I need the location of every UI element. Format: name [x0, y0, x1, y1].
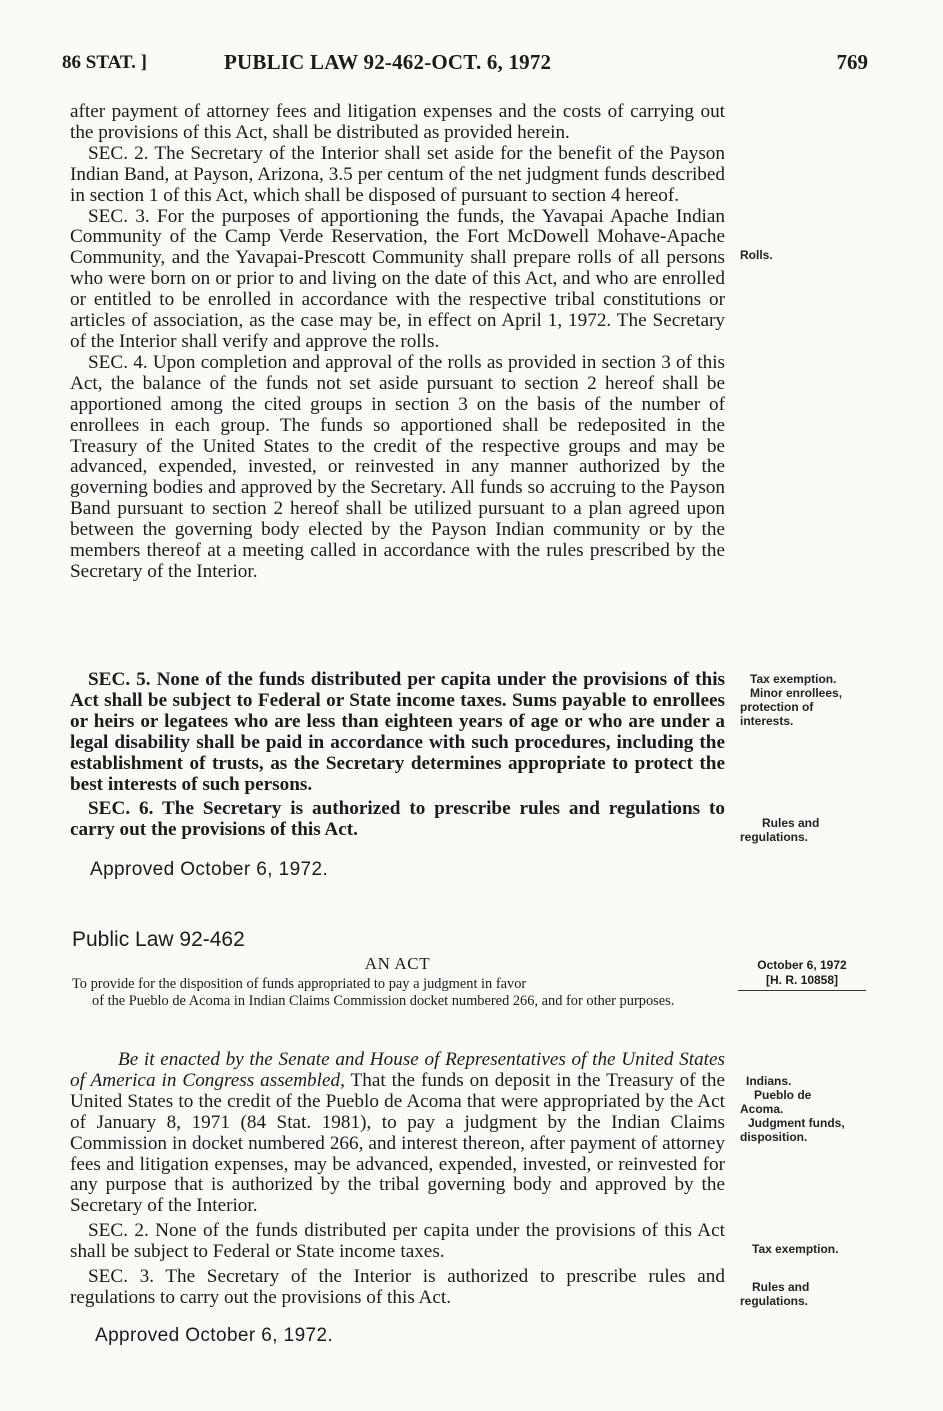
margin-note-rules-2: Rules and regulations.: [740, 1280, 810, 1308]
page-header: [62, 50, 868, 80]
section-5: SEC. 5. None of the funds distributed per capita under the provisions of this Act shall be subject to Federal or State income taxes. Sums payable to enrollees or heirs or legatees who are less than eighteen years of age or who are under a legal disability shall be paid in accordance with such procedures, including the establishment of trusts, as the Secretary determines appropriate to protect the best interests of such persons.: [70, 669, 725, 795]
bill-number: [H. R. 10858]: [765, 973, 839, 987]
an-act-heading: AN ACT: [364, 954, 431, 973]
stat-volume: 86 STAT. ]: [62, 52, 147, 73]
act-purpose: [72, 976, 725, 1010]
law1-continuation: [70, 102, 725, 583]
section-2: SEC. 2. The Secretary of the Interior shall set aside for the benefit of the Payson Indian Band, at Payson, Arizona, 3.5 per centum of the net judgment funds described in section 1 of this Act, which shall be disposed of pursuant to section 4 hereof.: [70, 142, 725, 206]
margin-note-date: [738, 958, 866, 991]
public-law-title: Public Law 92-462: [72, 928, 245, 951]
section-4: SEC. 4. Upon completion and approval of the rolls as provided in section 3 of this Act, the balance of the funds not set aside pursuant to section 2 hereof shall be apportioned among the cited groups in section 3 on the basis of the number of enrollees in each group. The funds so apportioned shall be redeposited in the Treasury of the United States to the credit of the respective groups and may be advanced, expended, invested, or reinvested in any manner authorized by the governing bodies and approved by the Secretary. All funds so accruing to the Payson Band pursuant to section 2 hereof shall be utilized pursuant to a plan agreed upon between the governing body elected by the Payson Indian community or by the members thereof at a meeting called in accordance with the rules prescribed by the Secretary of the Interior.: [70, 351, 725, 582]
margin-note-tax-exemption-2: Tax exemption.: [752, 1242, 839, 1256]
law2-section-2: SEC. 2. None of the funds distributed per capita under the provisions of this Act shall be subject to Federal or State income taxes.: [70, 1220, 725, 1263]
enactment-date: October 6, 1972: [757, 958, 847, 972]
section-1-text: That the funds on deposit in the Treasury of the United States to the credit of the Pueblo de Acoma that were appropriated by the Act of January 8, 1971 (84 Stat. 1981), to pay a judgment by the Indian Claims Commission in docket numbered 266, and interest thereon, after payment of attorney fees and litigation expenses, may be advanced, expended, invested, or reinvested for any purpose that is authorized by the tribal governing body and approved by the Secretary of the Interior.: [70, 1069, 725, 1217]
law2-body: [70, 1050, 725, 1309]
law1-sections-5-6: [70, 670, 725, 841]
approval-line: Approved October 6, 1972.: [90, 859, 329, 880]
enacting-clause: Be it enacted by the Senate and House of Representatives of the United States of America in Congress assembled,: [70, 1049, 725, 1091]
date-rule: [738, 990, 866, 991]
paragraph-carryover: after payment of attorney fees and litigation expenses and the costs of carrying out the provisions of this Act, shall be distributed as provided herein.: [70, 101, 725, 143]
margin-note-rolls: Rolls.: [740, 248, 773, 262]
purpose-line-2: of the Pueblo de Acoma in Indian Claims Commission docket numbered 266, and for other purposes.: [92, 993, 675, 1009]
enacting-section-1: [70, 1050, 725, 1217]
running-title: PUBLIC LAW 92-462-OCT. 6, 1972: [224, 50, 552, 74]
purpose-line-1: To provide for the disposition of funds appropriated to pay a judgment in favor: [72, 976, 527, 992]
approval-line-2: Approved October 6, 1972.: [95, 1325, 334, 1346]
page-number: 769: [836, 50, 868, 74]
margin-note-indians: Indians. Pueblo de Acoma. Judgment funds, disposition.: [740, 1074, 845, 1144]
margin-note-tax-exemption: Tax exemption. Minor enrollees, protection of interests.: [740, 672, 843, 728]
law2-section-3: SEC. 3. The Secretary of the Interior is authorized to prescribe rules and regulations to carry out the provisions of this Act.: [70, 1266, 725, 1308]
section-3: SEC. 3. For the purposes of apportioning the funds, the Yavapai Apache Indian Community of the Camp Verde Reservation, the Fort McDowell Mohave-Apache Community, and the Yavapai-Prescott Community shall prepare rolls of all persons who were born on or prior to and living on the date of this Act, and who are enrolled or entitled to be enrolled in accordance with the respective tribal constitutions or articles of association, as the case may be, in effect on April 1, 1972. The Secretary of the Interior shall verify and approve the rolls.: [70, 205, 725, 352]
margin-note-rules: Rules and regulations.: [740, 816, 820, 844]
section-6: SEC. 6. The Secretary is authorized to prescribe rules and regulations to carry out the provisions of this Act.: [70, 798, 725, 841]
